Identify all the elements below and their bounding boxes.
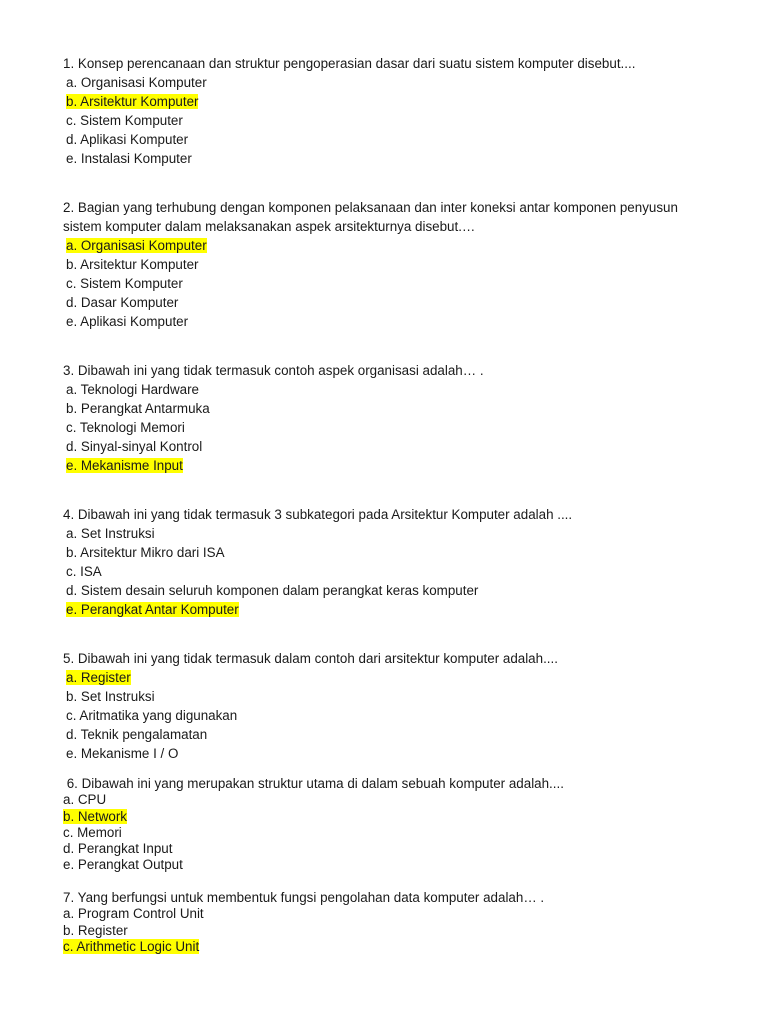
option-c: c. Teknologi Memori	[66, 420, 185, 435]
question-text: 6. Dibawah ini yang merupakan struktur utama di dalam sebuah komputer adalah....	[63, 776, 564, 791]
option-e: e. Aplikasi Komputer	[66, 314, 189, 329]
question-text: 4. Dibawah ini yang tidak termasuk 3 subkategori pada Arsitektur Komputer adalah ....	[63, 507, 573, 522]
option-b: b. Set Instruksi	[66, 689, 155, 704]
option-b: b. Arsitektur Komputer	[66, 257, 199, 272]
highlighted-answer: e. Perangkat Antar Komputer	[66, 602, 239, 617]
option-e: e. Perangkat Output	[63, 857, 183, 873]
option-c: c. Aritmatika yang digunakan	[66, 708, 238, 723]
option-c: c. ISA	[66, 564, 102, 579]
question-2	[63, 198, 713, 331]
option-e: e. Instalasi Komputer	[66, 151, 192, 166]
option-a: a. Program Control Unit	[63, 906, 204, 922]
question-1	[63, 54, 723, 168]
highlighted-answer: b. Network	[63, 808, 127, 824]
option-d: d. Sistem desain seluruh komponen dalam perangkat keras komputer	[66, 583, 479, 598]
option-d: d. Dasar Komputer	[66, 295, 179, 310]
highlighted-answer: a. Register	[66, 670, 131, 685]
highlighted-answer: b. Arsitektur Komputer	[66, 94, 199, 109]
highlighted-answer: c. Arithmetic Logic Unit	[63, 938, 200, 954]
question-3	[63, 361, 723, 475]
option-a	[63, 668, 723, 687]
question-text: 5. Dibawah ini yang tidak termasuk dalam contoh dari arsitektur komputer adalah....	[63, 651, 558, 666]
question-7	[63, 890, 723, 955]
question-5	[63, 649, 723, 763]
option-b: b. Perangkat Antarmuka	[66, 401, 210, 416]
option-b: b. Arsitektur Mikro dari ISA	[66, 545, 225, 560]
option-c	[63, 939, 723, 955]
option-c: c. Sistem Komputer	[66, 113, 183, 128]
option-a: a. CPU	[63, 792, 107, 808]
option-d: d. Perangkat Input	[63, 841, 173, 857]
question-text: 1. Konsep perencanaan dan struktur pengoperasian dasar dari suatu sistem komputer disebut....	[63, 56, 636, 71]
option-d: d. Aplikasi Komputer	[66, 132, 189, 147]
option-a: a. Organisasi Komputer	[66, 75, 207, 90]
question-text: 7. Yang berfungsi untuk membentuk fungsi pengolahan data komputer adalah… .	[63, 890, 545, 905]
question-6	[63, 776, 723, 874]
question-text: 2. Bagian yang terhubung dengan komponen pelaksanaan dan inter koneksi antar komponen penyusun sistem komputer dalam melaksanakan aspek arsitekturnya disebut.…	[63, 200, 678, 234]
option-a: a. Teknologi Hardware	[66, 382, 199, 397]
option-a	[63, 236, 713, 255]
option-e	[63, 600, 723, 619]
option-e	[63, 456, 723, 475]
option-c: c. Sistem Komputer	[66, 276, 183, 291]
highlighted-answer: e. Mekanisme Input	[66, 458, 183, 473]
question-text: 3. Dibawah ini yang tidak termasuk contoh aspek organisasi adalah… .	[63, 363, 484, 378]
option-a: a. Set Instruksi	[66, 526, 155, 541]
option-d: d. Sinyal-sinyal Kontrol	[66, 439, 203, 454]
option-e: e. Mekanisme I / O	[66, 746, 179, 761]
option-b	[63, 92, 723, 111]
highlighted-answer: a. Organisasi Komputer	[66, 238, 207, 253]
option-c: c. Memori	[63, 824, 122, 840]
question-4	[63, 505, 723, 619]
option-b	[63, 809, 723, 825]
option-d: d. Teknik pengalamatan	[66, 727, 208, 742]
option-b: b. Register	[63, 922, 128, 938]
